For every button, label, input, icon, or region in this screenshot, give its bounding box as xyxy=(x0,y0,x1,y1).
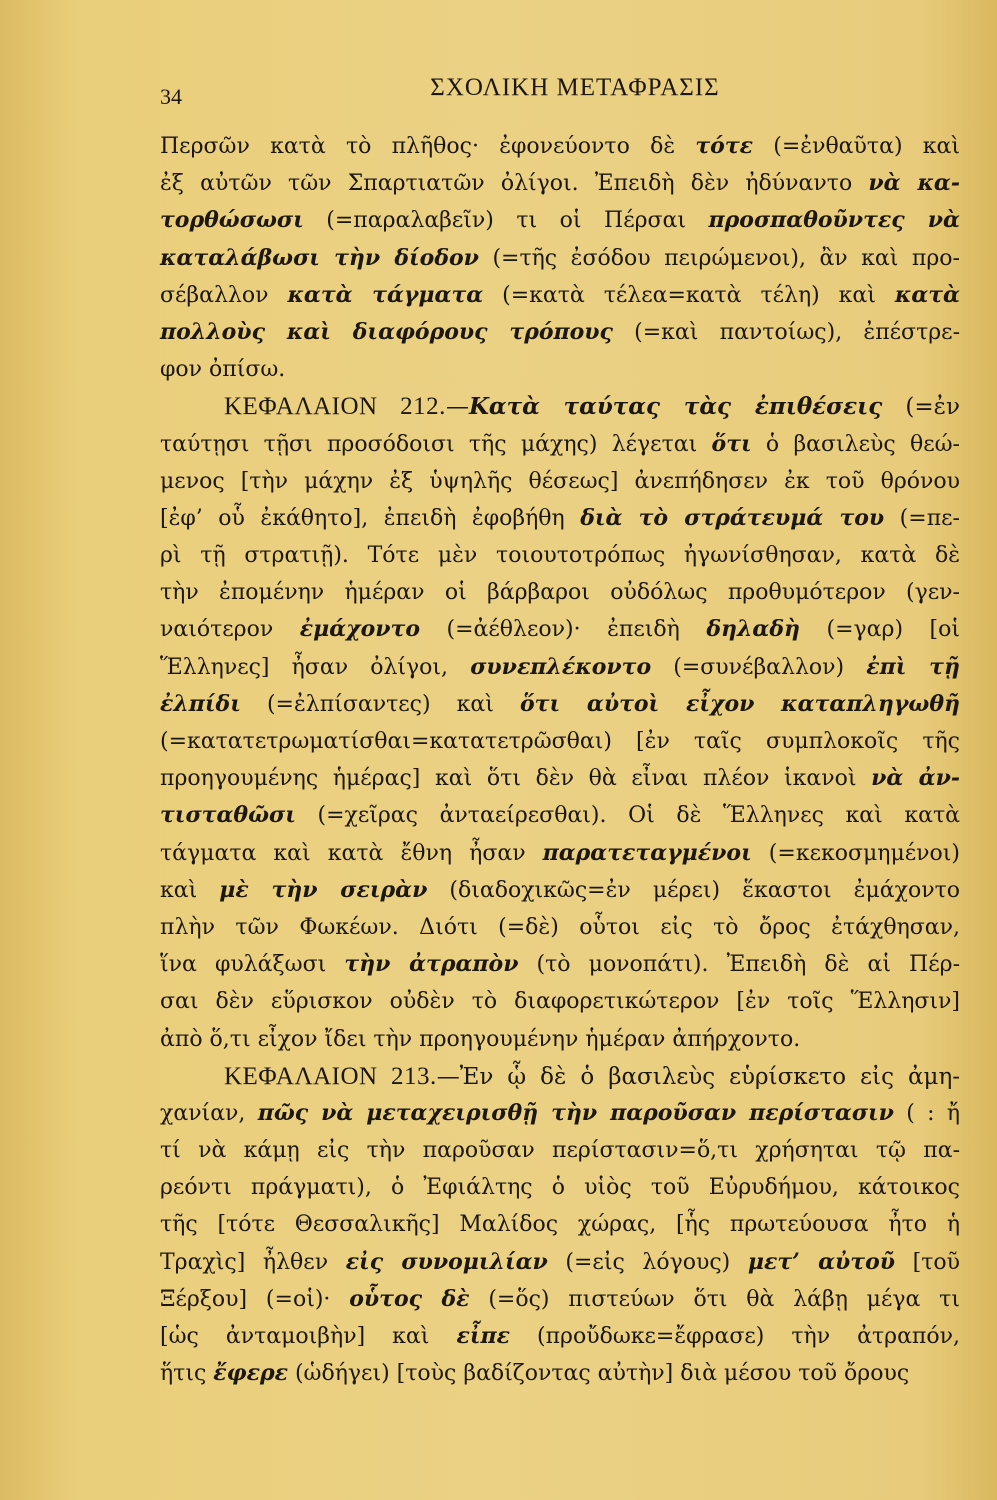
text-run: (=γαρ) [οἱ xyxy=(800,617,961,643)
text-run: —Ἐν ᾧ δὲ ὁ βασιλεὺς εὑρίσκετο εἰς ἀμη- xyxy=(436,1063,960,1090)
text-line xyxy=(160,1355,960,1392)
emphasized-phrase: εἰς συνομιλίαν xyxy=(345,1248,548,1275)
text-run: ταύτῃσι τῇσι προσόδοισι τῆς μάχης) λέγεται xyxy=(160,431,712,457)
text-line xyxy=(160,723,960,760)
text-run: Περσῶν κατὰ τὸ πλῆθος· ἐφονεύοντο δὲ xyxy=(160,134,696,159)
text-run: χανίαν, xyxy=(160,1100,258,1126)
text-line xyxy=(160,649,960,686)
text-run: (=ἐνθαῦτα) καὶ xyxy=(753,134,960,159)
page-header xyxy=(160,74,960,114)
emphasized-phrase: μὲ τὴν σειρὰν xyxy=(219,876,428,903)
emphasized-phrase: ἔφερε xyxy=(213,1360,288,1387)
text-run: ὁ βασιλεὺς θεώ- xyxy=(751,431,960,457)
text-run: (τὸ μονοπάτι). Ἐπειδὴ δὲ αἱ Πέρ- xyxy=(518,952,960,978)
text-run: (=πε- xyxy=(884,505,960,531)
text-line xyxy=(160,1318,960,1355)
emphasized-phrase: καταλάβωσι τὴν δίοδον xyxy=(160,244,479,271)
text-run: τάγματα καὶ κατὰ ἔθνη ἦσαν xyxy=(160,840,543,866)
text-run: ρεόντι πράγματι), ὁ Ἐφιάλτης ὁ υἱὸς τοῦ Εὐρυδήμου, κάτοικος xyxy=(160,1175,960,1201)
text-line xyxy=(160,202,960,239)
text-run: (=ἀέθλεον)· ἐπειδὴ xyxy=(420,617,707,643)
text-run: (=κατατετρωματίσθαι=κατατετρῶσθαι) [ἐν ταῖς συμπλοκοῖς τῆς xyxy=(160,729,960,754)
text-run: (=χεῖρας ἀνταείρεσθαι). Οἱ δὲ Ἕλληνες καὶ κατὰ xyxy=(295,803,960,829)
emphasized-phrase: ἐμάχοντο xyxy=(299,616,421,643)
text-run: (ὡδήγει) [τοὺς βαδίζοντας αὐτὴν] διὰ μέσου τοῦ ὄρους xyxy=(287,1361,910,1387)
text-run: ἐξ αὐτῶν τῶν Σπαρτιατῶν ὀλίγοι. Ἐπειδὴ δὲν ἠδύναντο xyxy=(160,171,869,197)
text-line xyxy=(160,240,960,277)
text-run: καὶ xyxy=(160,877,220,903)
text-run: (=τῆς ἐσόδου πειρώμενοι), ἂν καὶ προ- xyxy=(478,245,960,271)
text-line xyxy=(160,946,960,983)
text-run: ναιότερον xyxy=(160,617,300,643)
text-run: ἥτις xyxy=(160,1361,214,1387)
chapter-heading: ΚΕΦΑΛΑΙΟΝ 212. xyxy=(224,393,446,421)
text-run: (=καὶ παντοίως), ἐπέστρε- xyxy=(612,319,960,345)
text-line xyxy=(160,537,960,574)
text-run: τὴν ἐπομένην ἡμέραν οἱ βάρβαροι οὐδόλως προθυμότερον (γεν- xyxy=(160,580,960,606)
text-run: (=παραλαβεῖν) τι οἱ Πέρσαι xyxy=(303,208,709,234)
text-run: — xyxy=(445,394,469,421)
text-line xyxy=(160,500,960,537)
text-run: τί νὰ κάμῃ εἰς τὴν παροῦσαν περίστασιν=ὅ,τι χρήσηται τῷ πα- xyxy=(160,1138,960,1164)
text-run: (=ὅς) πιστεύων ὅτι θὰ λάβῃ μέγα τι xyxy=(469,1286,960,1312)
page-number: 34 xyxy=(160,84,182,109)
text-run: ἵνα φυλάξωσι xyxy=(160,952,345,978)
text-line xyxy=(160,983,960,1020)
text-run: τῆς [τότε Θεσσαλικῆς] Μαλίδος χώρας, [ἧς πρωτεύουσα ἦτο ἡ xyxy=(160,1212,960,1238)
text-run: μενος [τὴν μάχην ἐξ ὑψηλῆς θέσεως] ἀνεπήδησεν ἐκ τοῦ θρόνου xyxy=(160,468,960,494)
emphasized-phrase: πῶς νὰ μεταχειρισθῇ τὴν παροῦσαν περίστασιν xyxy=(257,1099,894,1126)
emphasized-phrase: ὅτι xyxy=(711,430,752,457)
text-line xyxy=(160,1132,960,1169)
emphasized-phrase: κατὰ τάγματα xyxy=(287,281,484,308)
text-line xyxy=(160,574,960,611)
text-line xyxy=(160,686,960,723)
text-run: (=εἰς λόγους) xyxy=(547,1249,748,1275)
chapter-heading: ΚΕΦΑΛΑΙΟΝ 213. xyxy=(224,1062,437,1090)
emphasized-phrase: τισταθῶσι xyxy=(160,802,296,829)
emphasized-phrase: προσπαθοῦντες νὰ xyxy=(708,207,960,234)
text-run: ρὶ τῇ στρατιῇ). Τότε μὲν τοιουτοτρόπως ἠγωνίσθησαν, κατὰ δὲ xyxy=(160,543,960,569)
emphasized-phrase: κατὰ xyxy=(894,281,960,308)
text-run: (=κατὰ τέλεα=κατὰ τέλη) καὶ xyxy=(483,282,895,308)
text-line xyxy=(160,165,960,202)
text-run: (διαδοχικῶς=ἐν μέρει) ἕκαστοι ἐμάχοντο xyxy=(427,877,960,903)
emphasized-phrase: παρατεταγμένοι xyxy=(542,839,752,866)
emphasized-phrase: δηλαδὴ xyxy=(706,616,801,643)
text-line xyxy=(160,1244,960,1281)
text-run: [ὡς ἀνταμοιβὴν] καὶ xyxy=(160,1324,457,1349)
text-line xyxy=(160,909,960,946)
text-line xyxy=(160,463,960,500)
text-line xyxy=(160,1095,960,1132)
emphasized-phrase: οὗτος δὲ xyxy=(349,1285,470,1312)
emphasized-phrase: ἐπὶ τῇ xyxy=(866,653,960,680)
emphasized-phrase: ὅτι αὐτοὶ εἶχον καταπληγωθῆ xyxy=(520,690,960,717)
emphasized-phrase: τορθώσωσι xyxy=(160,207,304,234)
text-line xyxy=(160,872,960,909)
text-line xyxy=(160,388,960,425)
text-line xyxy=(160,277,960,314)
emphasized-phrase: εἶπε xyxy=(456,1323,510,1349)
text-run: ἀπὸ ὅ,τι εἶχον ἴδει τὴν προηγουμένην ἡμέραν ἀπήρχοντο. xyxy=(160,1026,801,1052)
emphasized-phrase: τότε xyxy=(695,133,754,159)
body-text xyxy=(160,128,960,1392)
emphasized-phrase: τὴν ἀτραπὸν xyxy=(344,951,519,978)
emphasized-phrase: διὰ τὸ στράτευμά του xyxy=(580,504,885,531)
text-run: [τοῦ xyxy=(895,1249,960,1275)
text-line xyxy=(160,1169,960,1206)
text-line xyxy=(160,128,960,165)
emphasized-phrase: μετ’ αὐτοῦ xyxy=(747,1248,896,1275)
text-run: Τραχὶς] ἦλθεν xyxy=(160,1249,346,1275)
text-run: προηγουμένης ἡμέρας] καὶ ὅτι δὲν θὰ εἶναι πλέον ἱκανοὶ xyxy=(160,766,872,792)
text-run: (=κεκοσμημένοι) xyxy=(751,840,960,866)
text-run: σέβαλλον xyxy=(160,282,288,308)
text-line xyxy=(160,426,960,463)
text-line xyxy=(160,351,960,388)
emphasized-phrase: πολλοὺς καὶ διαφόρους τρόπους xyxy=(160,318,613,345)
text-run: πλὴν τῶν Φωκέων. Διότι (=δὲ) οὗτοι εἰς τὸ ὄρος ἐτάχθησαν, xyxy=(160,914,960,940)
text-run: Ξέρξου] (=οἱ)· xyxy=(160,1286,350,1312)
running-title: ΣΧΟΛΙΚΗ ΜΕΤΑΦΡΑΣΙΣ xyxy=(430,74,720,101)
text-run: (=συνέβαλλον) xyxy=(651,654,867,680)
text-run: σαι δὲν εὕρισκον οὐδὲν τὸ διαφορετικώτερον [ἐν τοῖς Ἕλλησιν] xyxy=(160,989,960,1015)
text-line xyxy=(160,797,960,834)
text-line xyxy=(160,1021,960,1058)
text-line xyxy=(160,611,960,648)
text-run: [ἐφ’ οὗ ἐκάθητο], ἐπειδὴ ἐφοβήθη xyxy=(160,505,581,531)
text-line xyxy=(160,314,960,351)
text-line xyxy=(160,1281,960,1318)
text-run: (=ἐλπίσαντες) καὶ xyxy=(240,691,520,717)
text-run: ( : ἤ xyxy=(893,1100,961,1126)
text-run: (=ἐν xyxy=(882,394,960,421)
text-line xyxy=(160,835,960,872)
text-run: (προὔδωκε=ἔφρασε) τὴν ἀτραπόν, xyxy=(509,1324,961,1349)
text-line xyxy=(160,760,960,797)
text-line xyxy=(160,1206,960,1243)
emphasized-phrase: ἐλπίδι xyxy=(160,690,241,717)
emphasized-phrase: συνεπλέκοντο xyxy=(470,653,652,680)
text-run: Ἕλληνες] ἦσαν ὀλίγοι, xyxy=(160,654,471,680)
text-run: φον ὀπίσω. xyxy=(160,357,286,383)
text-line xyxy=(160,1058,960,1095)
emphasized-phrase: νὰ κα- xyxy=(868,170,960,197)
emphasized-phrase: Κατὰ ταύτας τὰς ἐπιθέσεις xyxy=(468,393,883,421)
emphasized-phrase: νὰ ἀν- xyxy=(871,765,960,792)
